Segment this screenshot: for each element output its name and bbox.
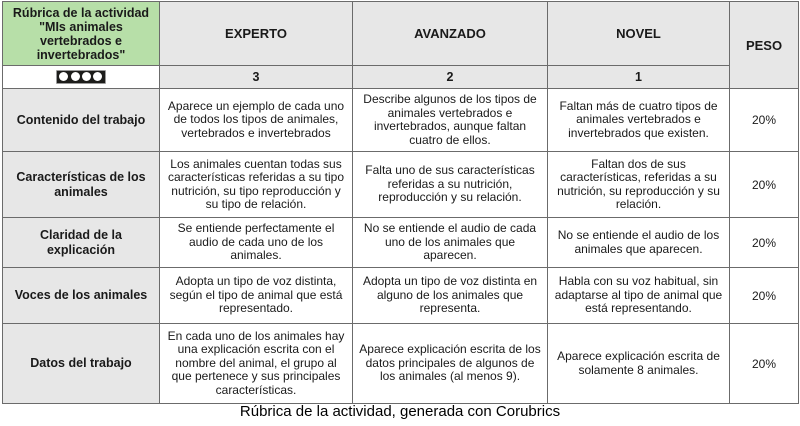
weight-header: PESO [730,2,799,89]
table-row [3,152,799,218]
descriptor-avanzado: Describe algunos de los tipos de animales vertebrados e invertebrados, aunque faltan cuatro de ellos. [353,89,548,152]
descriptor-experto: En cada uno de los animales hay una explicación escrita con el nombre del animal, el grupo al que pertenece y sus principales características. [160,324,353,404]
criterion-cell: Claridad de la explicación [3,218,160,268]
descriptor-avanzado: Aparece explicación escrita de los datos principales de algunos de los animales (al menos 9). [353,324,548,404]
descriptor-avanzado: No se entiende el audio de cada uno de los animales que aparecen. [353,218,548,268]
descriptor-experto: Los animales cuentan todas sus características referidas a su tipo nutrición, su tipo reproducción y su tipo de relación. [160,152,353,218]
descriptor-novel: Aparece explicación escrita de solamente 8 animales. [548,324,730,404]
descriptor-novel: No se entiende el audio de los animales que aparecen. [548,218,730,268]
score-novel: 1 [548,66,730,89]
descriptor-novel: Habla con su voz habitual, sin adaptarse al tipo de animal que está representando. [548,268,730,324]
weight-cell: 20% [730,218,799,268]
weight-cell: 20% [730,89,799,152]
score-avanzado: 2 [353,66,548,89]
cc-license-icon [56,70,106,84]
criterion-cell: Contenido del trabajo [3,89,160,152]
descriptor-avanzado: Falta uno de sus características referidas a su nutrición, reproducción y su relación. [353,152,548,218]
table-row [3,89,799,152]
criterion-cell: Voces de los animales [3,268,160,324]
figure-caption: Rúbrica de la actividad, generada con Corubrics [239,403,561,420]
table-row [3,324,799,404]
rubric-title: Rúbrica de la actividad "MIs animales vertebrados e invertebrados" [3,2,160,66]
table-row [3,218,799,268]
descriptor-experto: Se entiende perfectamente el audio de cada uno de los animales. [160,218,353,268]
weight-cell: 20% [730,268,799,324]
level-header-avanzado: AVANZADO [353,2,548,66]
weight-cell: 20% [730,324,799,404]
level-header-experto: EXPERTO [160,2,353,66]
criterion-cell: Características de los animales [3,152,160,218]
score-experto: 3 [160,66,353,89]
descriptor-experto: Adopta un tipo de voz distinta, según el tipo de animal que está representado. [160,268,353,324]
weight-cell: 20% [730,152,799,218]
level-header-novel: NOVEL [548,2,730,66]
descriptor-avanzado: Adopta un tipo de voz distinta en alguno de los animales que representa. [353,268,548,324]
rubric-table [2,1,799,404]
table-row [3,268,799,324]
license-cell [3,66,160,89]
descriptor-experto: Aparece un ejemplo de cada uno de todos los tipos de animales, vertebrados e invertebrados [160,89,353,152]
criterion-cell: Datos del trabajo [3,324,160,404]
descriptor-novel: Faltan dos de sus características, referidas a su nutrición, su reproducción y su relación. [548,152,730,218]
descriptor-novel: Faltan más de cuatro tipos de animales vertebrados e invertebrados que existen. [548,89,730,152]
